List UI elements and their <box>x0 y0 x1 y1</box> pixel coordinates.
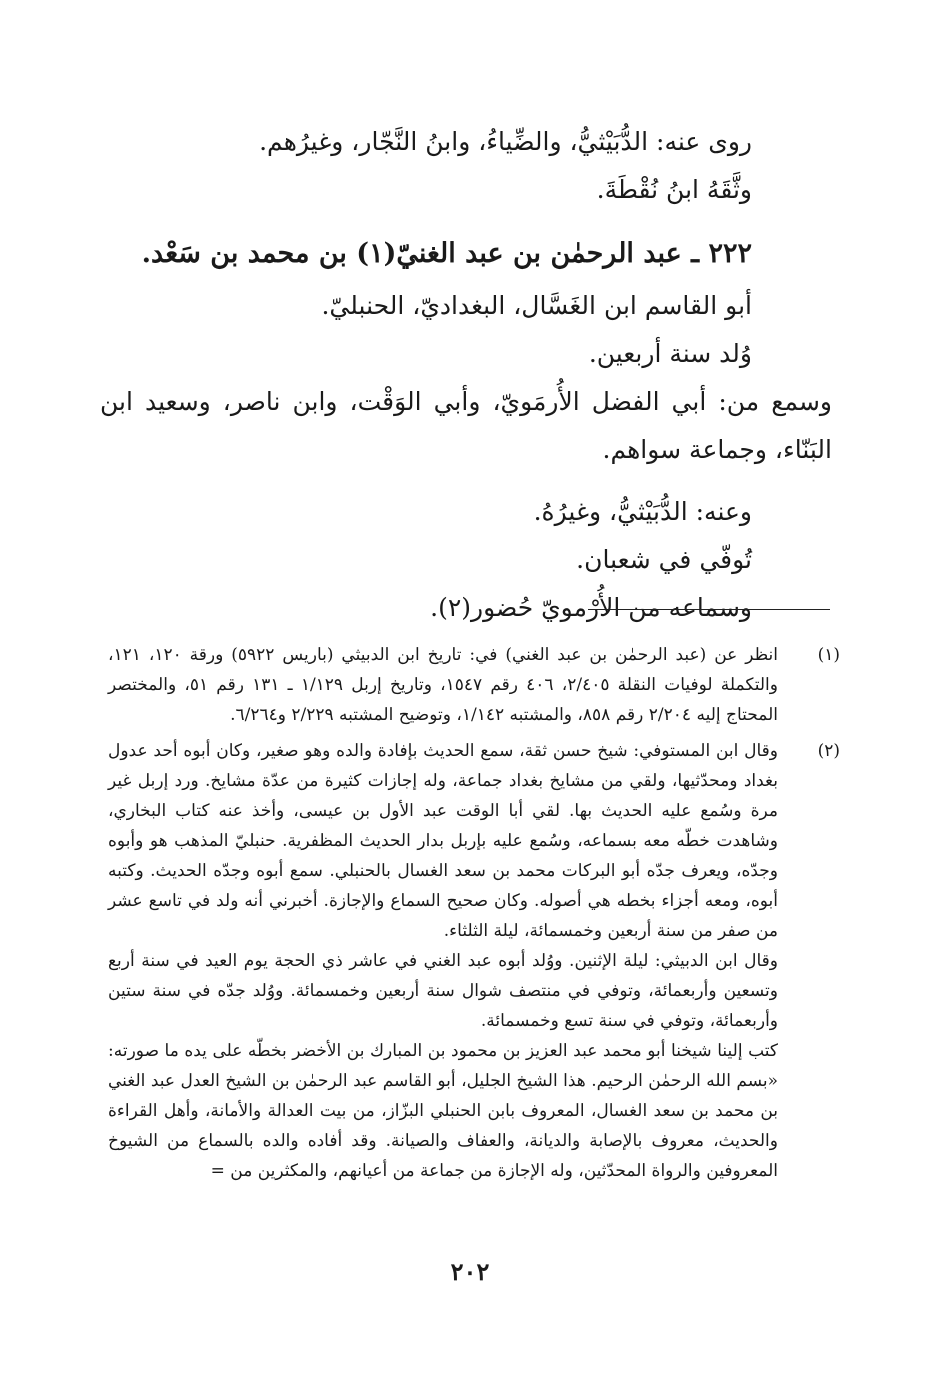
main-text <box>100 118 832 632</box>
footnote-1 <box>108 640 840 730</box>
students-line: وعنه: الدُّبَيْثيُّ، وغيرُهُ. <box>533 497 752 526</box>
footnote-2 <box>108 736 840 1186</box>
footnote-paragraph: انظر عن (عبد الرحمٰن بن عبد الغني) في: تاريخ ابن الدبيثي (باريس ٥٩٢٢) ورقة ١٢٠، ١٢١، والتكملة لوفيات النقلة ٢/٤٠٥، ٤٠٦ رقم ١٥٤٧، وتاريخ إربل ١/١٢٩ ـ ١٣١ رقم ٥١، والمختصر المحتاج إليه ٢/٢٠٤ رقم ٨٥٨، والمشتبه ١/١٤٢، وتوضيح المشتبه ٢/٢٢٩ و٦/٢٦٤. <box>108 645 778 725</box>
footnote-paragraph: وقال ابن الدبيثي: ليلة الإثنين. ووُلد أبوه عبد الغني في عاشر ذي الحجة يوم العيد في سنة أربع وتسعين وأربعمائة، وتوفي في منتصف شوال سنة أربعين وخمسمائة. ووُلد جدّه في سنة ستين وأربعمائة، وتوفي في سنة تسع وخمسمائة. <box>108 951 778 1031</box>
entry-heading: ٢٢٢ ـ عبد الرحمٰن بن عبد الغنيّ(١) بن محمد بن سَعْد. <box>141 238 752 269</box>
teachers-paragraph: وسمع من: أبي الفضل الأُرمَويّ، وأبي الوَقْت، وابن ناصر، وسعيد ابن البَنّاء، وجماعة سواهم. <box>100 387 832 464</box>
death-line: تُوفّي في شعبان. <box>576 545 752 574</box>
footnote-divider <box>588 609 830 610</box>
narrators-line: روى عنه: الدُّبَيْثيُّ، والضِّياءُ، وابنُ النَّجّار، وغيرُهم. <box>259 127 752 156</box>
footnote-number: (١) <box>817 645 840 665</box>
hearing-line: وسماعه من الأُرْمويّ حُضور(٢). <box>430 593 752 622</box>
footnotes <box>108 640 840 1186</box>
page-number: ٢٠٢ <box>450 1257 490 1286</box>
trust-line: وثَّقَهُ ابنُ نُقْطَةَ. <box>596 175 752 204</box>
kunya-line: أبو القاسم ابن الغَسَّال، البغداديّ، الحنبليّ. <box>321 291 752 320</box>
birth-line: وُلد سنة أربعين. <box>588 339 752 368</box>
footnote-paragraph: وقال ابن المستوفي: شيخ حسن ثقة، سمع الحديث بإفادة والده وهو صغير، وكان أبوه أحد عدول بغداد ومحدّثيها، ولقي من مشايخ بغداد جماعة، وله إجازات كثيرة من عدّة مشايخ. ورد إربل غير مرة وسُمع عليه الحديث بها. لقي أبا الوقت عبد الأول بن عيسى، وأخذ عنه كتاب البخاري، وشاهدت خطّه معه بسماعه، وسُمع عليه بإربل بدار الحديث المظفرية. حنبليّ المذهب هو وأبوه وجدّه، ويعرف جدّه أبو البركات محمد بن سعد الغسال بالحنبلي. سمع أبوه وجدّه الحديث. وكتبه أبوه، ومعه أجزاء بخطه هي أصوله. وكان صحيح السماع والإجازة. أخبرني أنه ولد في تاسع عشر من صفر من سنة أربعين وخمسمائة، ليلة الثلثاء. <box>108 741 778 941</box>
footnote-number: (٢) <box>817 741 840 761</box>
footnote-paragraph: كتب إلينا شيخنا أبو محمد عبد العزيز بن محمود بن المبارك بن الأخضر بخطّه على يده ما صورته: «بسم الله الرحمٰن الرحيم. هذا الشيخ الجليل، أبو القاسم عبد الرحمٰن بن الشيخ العدل عبد الغني بن محمد بن سعد الغسال، المعروف بابن الحنبلي البزّاز، من بيت العدالة والأمانة، وأهل القراءة والحديث، معروف بالإصابة والديانة، والعفاف والصيانة. وقد أفاده والده بالسماع من الشيوخ المعروفين والرواة المحدّثين، وله الإجازة من جماعة من أعيانهم، والمكثرين من = <box>108 1041 778 1181</box>
